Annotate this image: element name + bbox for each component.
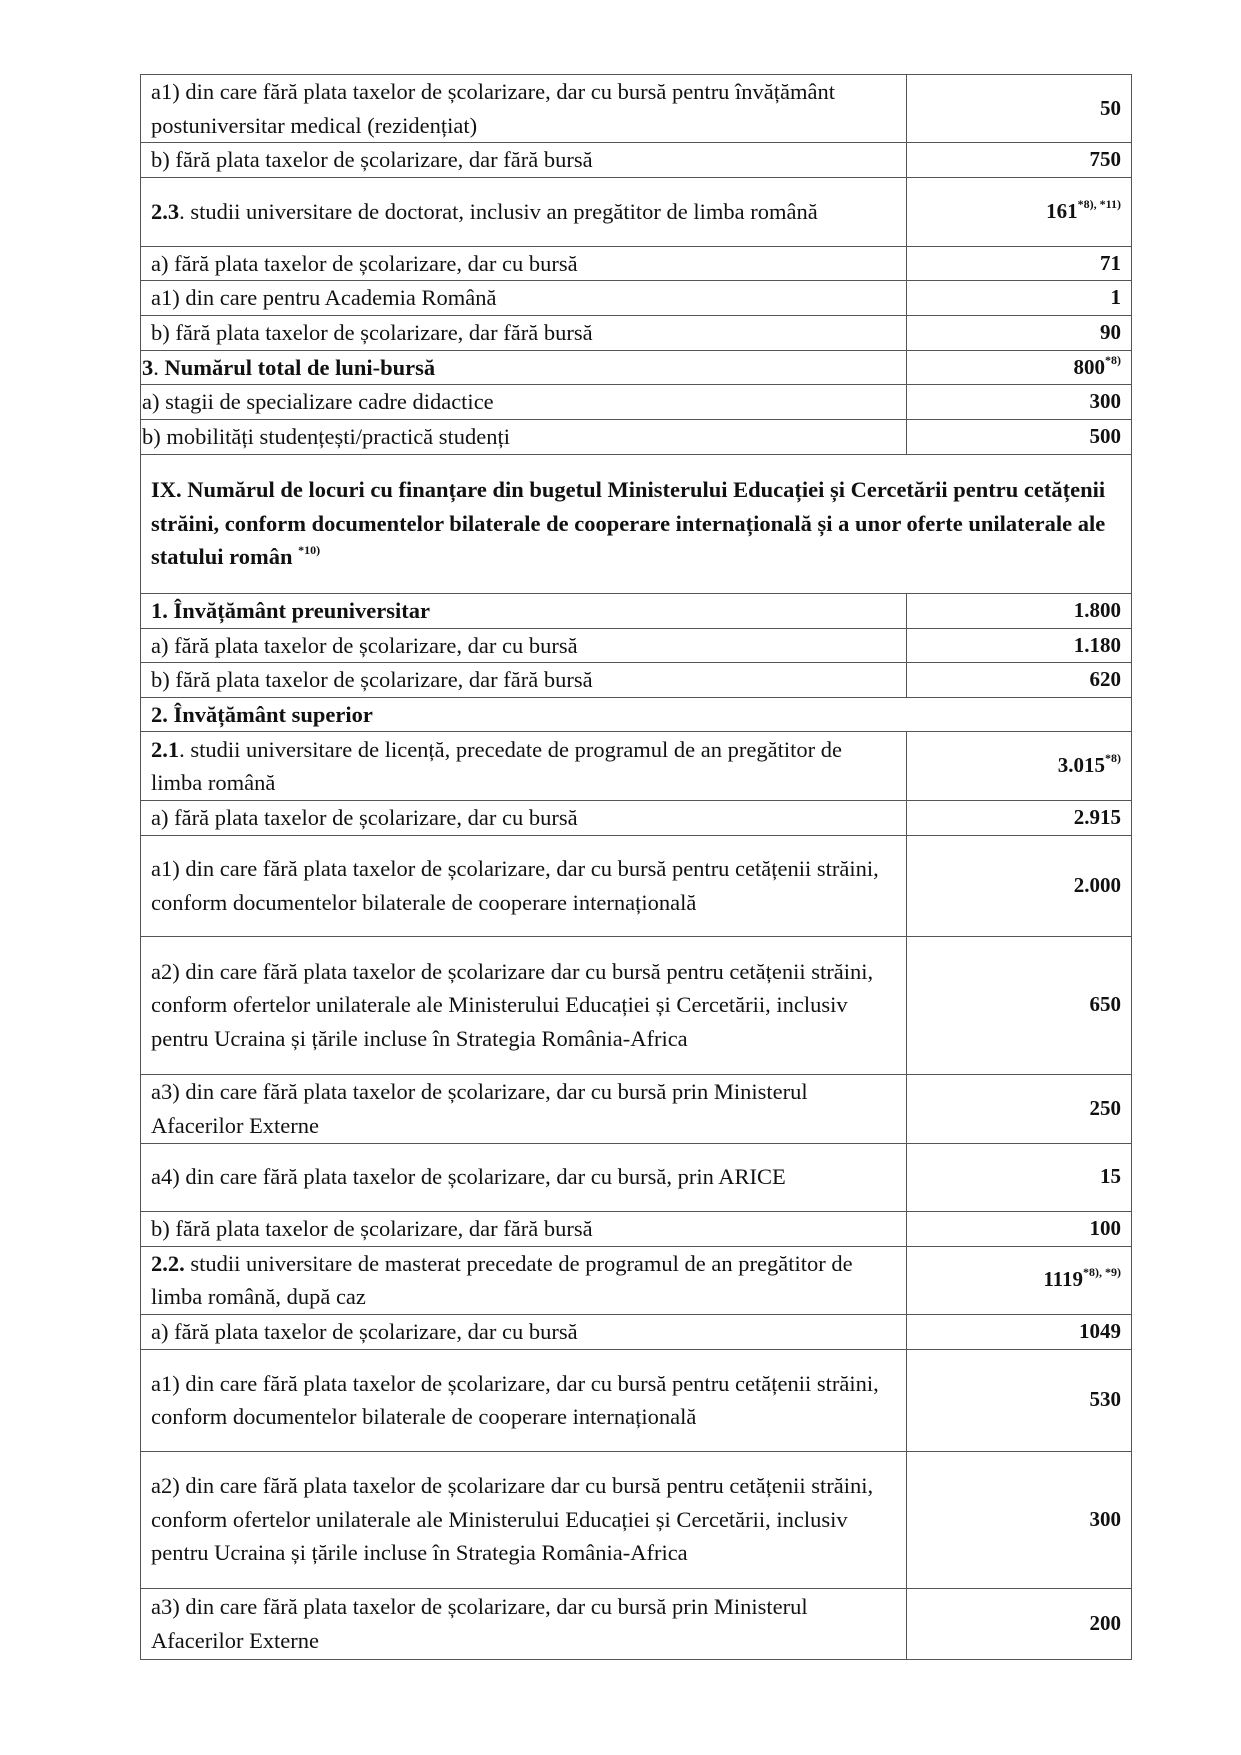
section-number: 2.1 <box>151 736 180 762</box>
row-value: 1049 <box>907 1314 1132 1349</box>
footnote-ref: *8), *11) <box>1077 196 1121 211</box>
row-label: a) stagii de specializare cadre didactice <box>141 385 907 420</box>
table-row <box>141 663 1132 698</box>
table-row <box>141 420 1132 455</box>
section-heading: 2. Învățământ superior <box>141 697 1132 732</box>
row-label: b) fără plata taxelor de școlarizare, dar fără bursă <box>141 143 907 178</box>
section-number: 2.3 <box>151 198 180 224</box>
row-value: 50 <box>907 75 1132 143</box>
section-number: 3 <box>142 354 154 380</box>
row-label: a) fără plata taxelor de școlarizare, dar cu bursă <box>141 1314 907 1349</box>
table-row <box>141 1246 1132 1314</box>
row-value: 300 <box>907 1451 1132 1588</box>
table-row <box>141 1314 1132 1349</box>
table-row <box>141 350 1132 385</box>
row-value: 1.800 <box>907 593 1132 628</box>
table-row <box>141 732 1132 801</box>
table-row <box>141 1349 1132 1451</box>
section-heading-row <box>141 454 1132 593</box>
table-row <box>141 246 1132 281</box>
row-value: 1 <box>907 281 1132 316</box>
row-label: a3) din care fără plata taxelor de școlarizare, dar cu bursă prin Ministerul Afacerilor Externe <box>141 1588 907 1659</box>
row-label: 3. Numărul total de luni-bursă <box>141 350 907 385</box>
row-label: a1) din care fără plata taxelor de școlarizare, dar cu bursă pentru învățământ postuniversitar medical (rezidențiat) <box>141 75 907 143</box>
row-value: 530 <box>907 1349 1132 1451</box>
row-value: 800$^{*8)}$ <box>907 350 1132 385</box>
row-label: b) fără plata taxelor de școlarizare, dar fără bursă <box>141 315 907 350</box>
row-label: 2.2. studii universitare de masterat precedate de programul de an pregătitor de limba română, după caz <box>141 1246 907 1314</box>
row-value: 250 <box>907 1074 1132 1143</box>
table-row <box>141 177 1132 246</box>
table-row <box>141 835 1132 936</box>
section-number: 2.2. <box>151 1250 185 1276</box>
row-label: a) fără plata taxelor de școlarizare, dar cu bursă <box>141 246 907 281</box>
table-row <box>141 1588 1132 1659</box>
table-row <box>141 593 1132 628</box>
footnote-ref: *8) <box>1105 751 1121 766</box>
row-value: 620 <box>907 663 1132 698</box>
table-row <box>141 75 1132 143</box>
row-label: b) fără plata taxelor de școlarizare, dar fără bursă <box>141 1211 907 1246</box>
table-row <box>141 385 1132 420</box>
row-label: a3) din care fără plata taxelor de școlarizare, dar cu bursă prin Ministerul Afacerilor Externe <box>141 1074 907 1143</box>
table-row <box>141 1143 1132 1211</box>
row-label: a1) din care fără plata taxelor de școlarizare, dar cu bursă pentru cetățenii străini, conform documentelor bilaterale de cooperare internațională <box>141 835 907 936</box>
row-value: 1.180 <box>907 628 1132 663</box>
row-value: 2.000 <box>907 835 1132 936</box>
budget-places-table <box>140 74 1132 1660</box>
row-value: 71 <box>907 246 1132 281</box>
row-value: 2.915 <box>907 801 1132 836</box>
row-value: 3.015$^{*8)}$ <box>907 732 1132 801</box>
table-row <box>141 936 1132 1074</box>
row-label: a1) din care fără plata taxelor de școlarizare, dar cu bursă pentru cetățenii străini, conform documentelor bilaterale de cooperare internațională <box>141 1349 907 1451</box>
section-heading: IX. Numărul de locuri cu finanțare din bugetul Ministerului Educației și Cercetării pentru cetățenii străini, conform documentelor bilaterale de cooperare internațională și a unor oferte unilaterale ale statului român $^{*10)}$ <box>141 454 1132 593</box>
row-value: 650 <box>907 936 1132 1074</box>
row-label: b) mobilități studențești/practică studenți <box>141 420 907 455</box>
table-row <box>141 801 1132 836</box>
row-value: 100 <box>907 1211 1132 1246</box>
table-row <box>141 1211 1132 1246</box>
row-label: a) fără plata taxelor de școlarizare, dar cu bursă <box>141 628 907 663</box>
table-row <box>141 1074 1132 1143</box>
row-value: 1119$^{*8), *9)}$ <box>907 1246 1132 1314</box>
row-value: 300 <box>907 385 1132 420</box>
row-label: a4) din care fără plata taxelor de școlarizare, dar cu bursă, prin ARICE <box>141 1143 907 1211</box>
row-label: b) fără plata taxelor de școlarizare, dar fără bursă <box>141 663 907 698</box>
table-row <box>141 281 1132 316</box>
table-row <box>141 315 1132 350</box>
row-label: a2) din care fără plata taxelor de școlarizare dar cu bursă pentru cetățenii străini, conform ofertelor unilaterale ale Ministerului Educației și Cercetării, inclusiv pentru Ucraina și țările incluse în Strategia România-Africa <box>141 936 907 1074</box>
row-value: 15 <box>907 1143 1132 1211</box>
table-row <box>141 628 1132 663</box>
row-value: 750 <box>907 143 1132 178</box>
row-label: a2) din care fără plata taxelor de școlarizare dar cu bursă pentru cetățenii străini, conform ofertelor unilaterale ale Ministerului Educației și Cercetării, inclusiv pentru Ucraina și țările incluse în Strategia România-Africa <box>141 1451 907 1588</box>
row-value: 161$^{*8), *11)}$ <box>907 177 1132 246</box>
row-value: 90 <box>907 315 1132 350</box>
row-label: a1) din care pentru Academia Română <box>141 281 907 316</box>
footnote-ref: *8), *9) <box>1083 1265 1121 1280</box>
row-value: 200 <box>907 1588 1132 1659</box>
footnote-ref: *10) <box>298 542 321 557</box>
row-label: 2.1. studii universitare de licență, precedate de programul de an pregătitor de limba română <box>141 732 907 801</box>
row-label: 2.3. studii universitare de doctorat, inclusiv an pregătitor de limba română <box>141 177 907 246</box>
row-label: a) fără plata taxelor de școlarizare, dar cu bursă <box>141 801 907 836</box>
row-label: 1. Învățământ preuniversitar <box>141 593 907 628</box>
row-value: 500 <box>907 420 1132 455</box>
table-row <box>141 1451 1132 1588</box>
section-heading-row <box>141 697 1132 732</box>
table-row <box>141 143 1132 178</box>
footnote-ref: *8) <box>1105 352 1121 367</box>
